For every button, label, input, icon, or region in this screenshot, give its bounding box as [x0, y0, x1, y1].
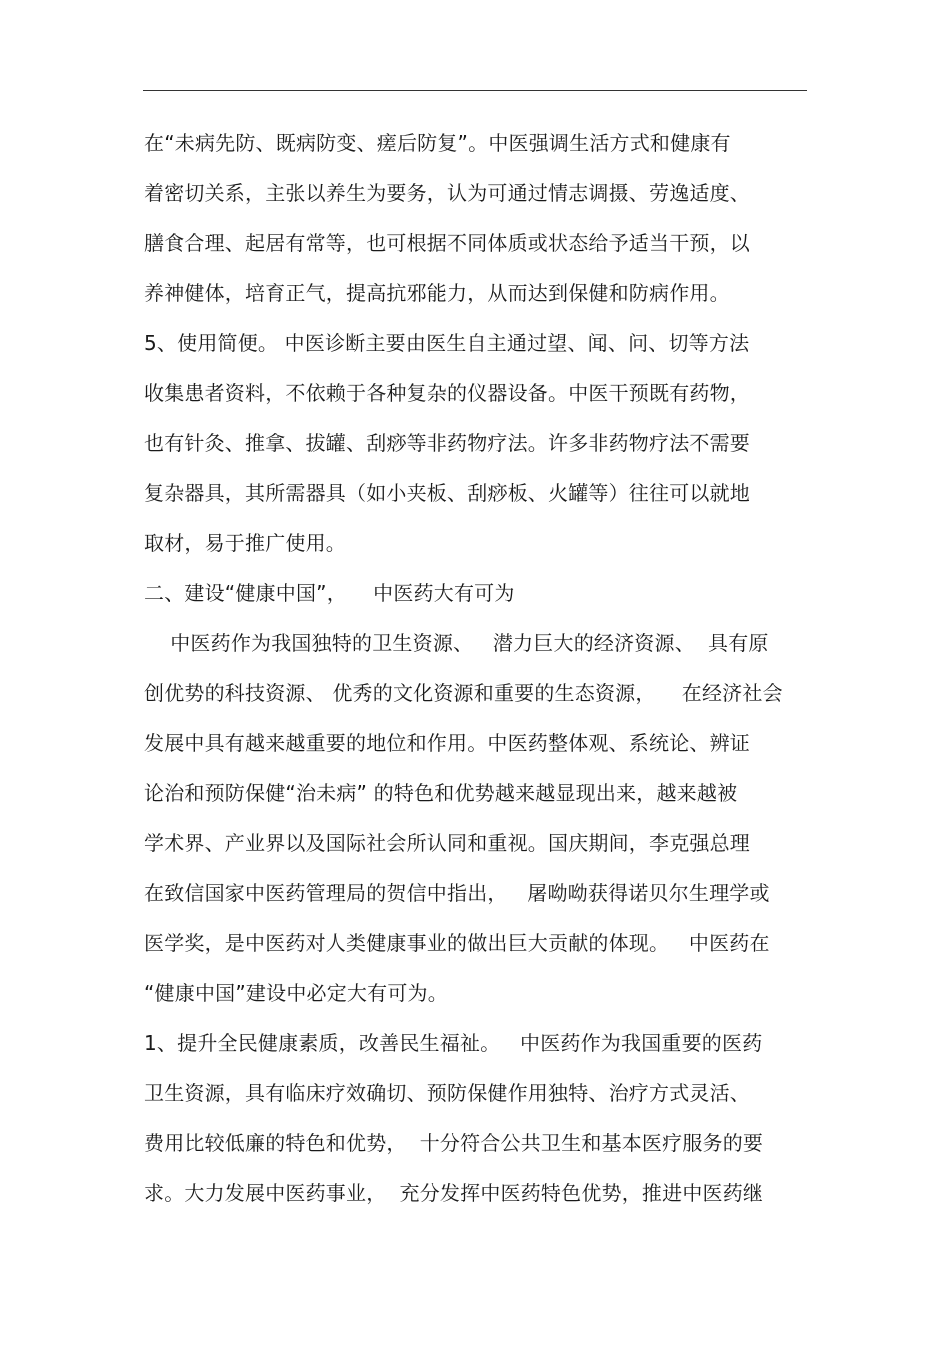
text-line: 膳食合理、起居有常等，也可根据不同体质或状态给予适当干预，以	[144, 231, 750, 255]
text-line: 在“未病先防、既病防变、瘥后防复”。中医强调生活方式和健康有	[144, 131, 731, 155]
text-line: 求。大力发展中医药事业， 充分发挥中医药特色优势，推进中医药继	[144, 1181, 764, 1205]
text-line: 卫生资源，具有临床疗效确切、预防保健作用独特、治疗方式灵活、	[144, 1081, 750, 1105]
text-line: 创优势的科技资源、 优秀的文化资源和重要的生态资源， 在经济社会	[144, 681, 783, 705]
text-line: 复杂器具，其所需器具（如小夹板、刮痧板、火罐等）往往可以就地	[144, 481, 750, 505]
text-line: 着密切关系，主张以养生为要务，认为可通过情志调摄、劳逸适度、	[144, 181, 750, 205]
list-item-heading: 5、使用简便。 中医诊断主要由医生自主通过望、闻、问、切等方法	[144, 331, 750, 355]
text-line: 医学奖，是中医药对人类健康事业的做出巨大贡献的体现。 中医药在	[144, 931, 770, 955]
text-line: 发展中具有越来越重要的地位和作用。中医药整体观、系统论、辨证	[144, 731, 750, 755]
text-line: “健康中国”建设中必定大有可为。	[144, 981, 448, 1005]
text-line: 在致信国家中医药管理局的贺信中指出， 屠呦呦获得诺贝尔生理学或	[144, 881, 770, 905]
list-item-heading: 1、提升全民健康素质，改善民生福祉。 中医药作为我国重要的医药	[144, 1031, 763, 1055]
text-line: 学术界、产业界以及国际社会所认同和重视。国庆期间，李克强总理	[144, 831, 750, 855]
text-line: 也有针灸、推拿、拔罐、刮痧等非药物疗法。许多非药物疗法不需要	[144, 431, 750, 455]
text-line: 养神健体，培育正气，提高抗邪能力，从而达到保健和防病作用。	[144, 281, 730, 305]
section-heading: 二、建设“健康中国”， 中医药大有可为	[144, 581, 515, 605]
text-line: 论治和预防保健“治未病” 的特色和优势越来越显现出来，越来越被	[144, 781, 738, 805]
paragraph-start: 中医药作为我国独特的卫生资源、 潜力巨大的经济资源、 具有原	[144, 631, 769, 655]
body-text	[144, 118, 824, 1218]
text-line: 收集患者资料，不依赖于各种复杂的仪器设备。中医干预既有药物，	[144, 381, 750, 405]
text-line: 费用比较低廉的特色和优势， 十分符合公共卫生和基本医疗服务的要	[144, 1131, 764, 1155]
header-rule	[143, 90, 807, 91]
text-line: 取材，易于推广使用。	[144, 531, 346, 555]
